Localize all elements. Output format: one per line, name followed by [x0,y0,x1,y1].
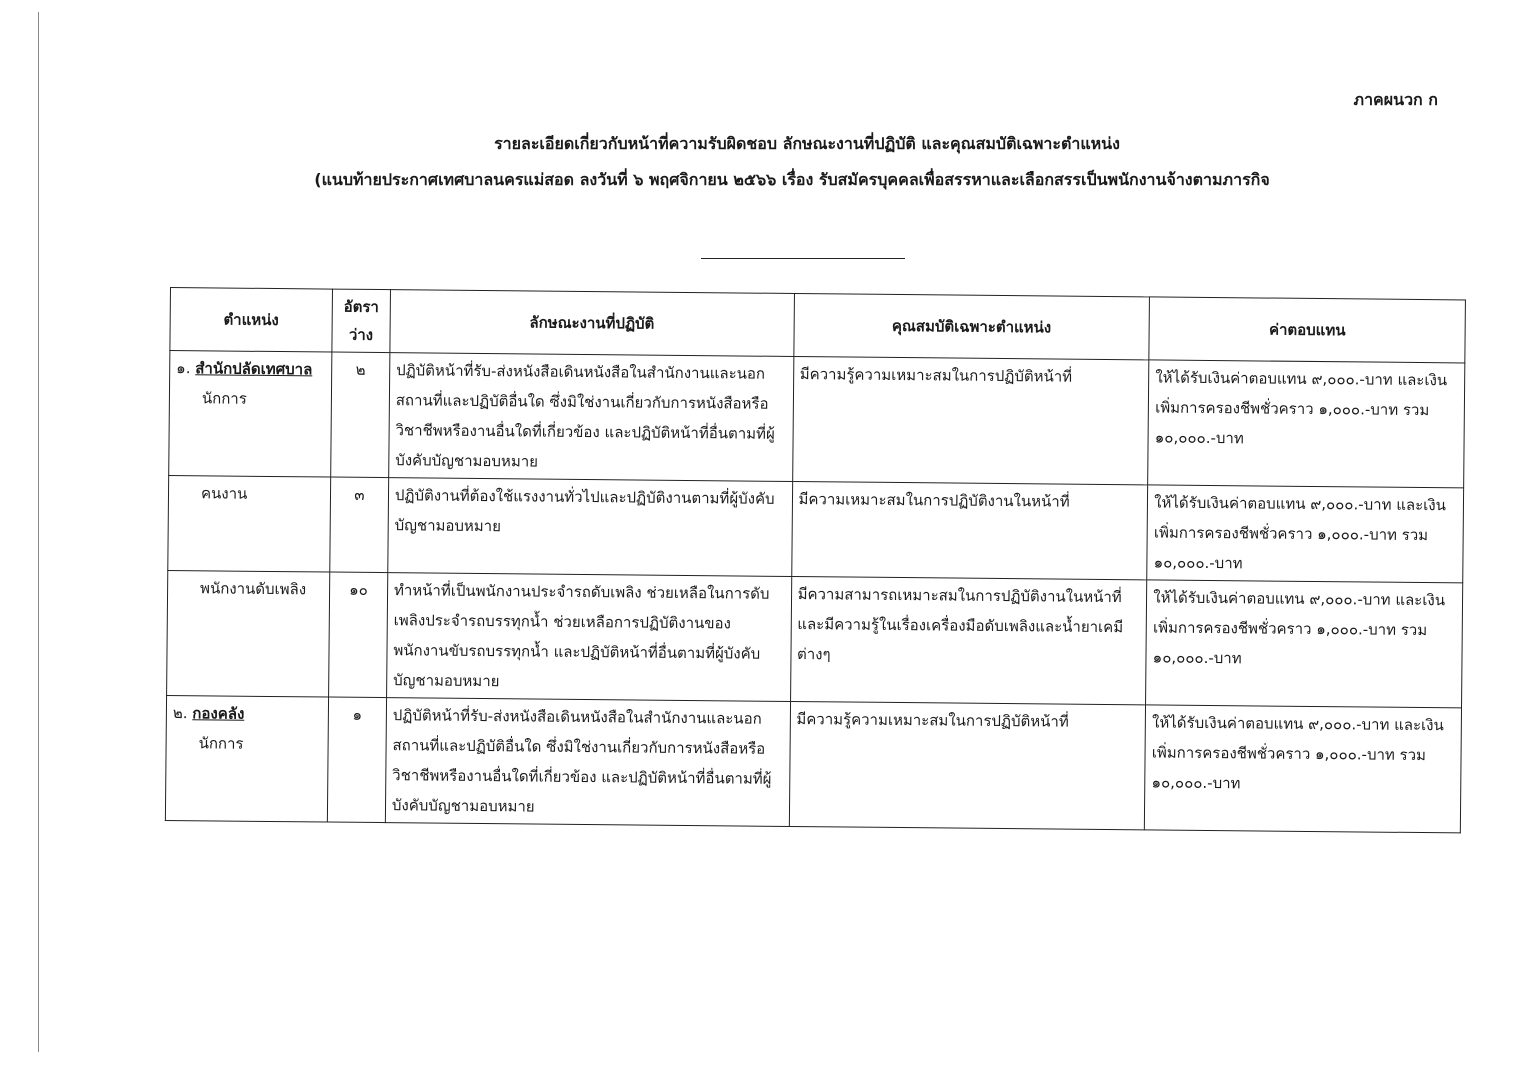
document-subtitle: (แนบท้ายประกาศเทศบาลนครแม่สอด ลงวันที่ ๖ พฤศจิกายน ๒๕๖๖ เรื่อง รับสมัครบุคคลเพื่อสรรหาและเลือกสรรเป็นพนักงานจ้างตามภารกิจ [314,170,1270,189]
duties-cell: ทำหน้าที่เป็นพนักงานประจำรถดับเพลิง ช่วยเหลือในการดับเพลิงประจำรถบรรทุกน้ำ ช่วยเหลือการปฏิบัติงานของพนักงานขับรถบรรทุกน้ำ และปฏิบัติหน้าที่อื่นตามที่ผู้บังคับบัญชามอบหมาย [386,573,791,702]
qualifications-cell: มีความรู้ความเหมาะสมในการปฏิบัติหน้าที่ [792,356,1149,484]
section-heading [176,353,325,384]
title-underline-rule [701,258,905,259]
positions-table [165,287,1466,833]
section-name: สำนักปลัดเทศบาล [195,359,313,379]
duties-cell: ปฏิบัติงานที่ต้องใช้แรงงานทั่วไปและปฏิบัติงานตามที่ผู้บังคับบัญชามอบหมาย [388,478,793,577]
position-name: นักการ [198,734,244,753]
rate-cell: ๑ [327,697,386,823]
section-name: กองคลัง [192,704,245,723]
compensation-cell: ให้ได้รับเงินค่าตอบแทน ๙,๐๐๐.-บาท และเงินเพิ่มการครองชีพชั่วคราว ๑,๐๐๐.-บาท รวม ๑๐,๐๐๐.-บาท [1148,360,1465,488]
compensation-cell: ให้ได้รับเงินค่าตอบแทน ๙,๐๐๐.-บาท และเงินเพิ่มการครองชีพชั่วคราว ๑,๐๐๐.-บาท รวม ๑๐,๐๐๐.-บาท [1146,580,1463,708]
rate-cell: ๒ [331,352,390,478]
header-duties: ลักษณะงานที่ปฏิบัติ [390,290,794,357]
header-rate-line2: ว่าง [348,325,374,344]
position-name: คนงาน [200,484,248,503]
table-row [165,695,1461,832]
section-heading [173,698,322,729]
position-name: พนักงานดับเพลิง [200,579,307,599]
qualifications-cell: มีความสามารถเหมาะสมในการปฏิบัติงานในหน้าที่และมีความรู้ในเรื่องเครื่องมือดับเพลิงและน้ำยาเคมีต่างๆ [790,576,1147,704]
qualifications-cell: มีความเหมาะสมในการปฏิบัติงานในหน้าที่ [791,481,1148,579]
duties-cell: ปฏิบัติหน้าที่รับ-ส่งหนังสือเดินหนังสือในสำนักงานและนอกสถานที่และปฏิบัติอื่นใด ซึ่งมิใช่งานเกี่ยวกับการหนังสือหรือวิชาชีพหรืองานอื่นใดที่เกี่ยวข้อง และปฏิบัติหน้าที่อื่นตามที่ผู้บังคับบัญชามอบหมาย [389,353,794,482]
position-cell [165,695,328,822]
rate-cell: ๓ [330,477,389,573]
position-cell [169,351,332,478]
header-qualifications: คุณสมบัติเฉพาะตำแหน่ง [793,293,1149,359]
rate-cell: ๑๐ [328,572,387,698]
header-rate [332,289,391,353]
compensation-cell: ให้ได้รับเงินค่าตอบแทน ๙,๐๐๐.-บาท และเงินเพิ่มการครองชีพชั่วคราว ๑,๐๐๐.-บาท รวม ๑๐,๐๐๐.-บาท [1147,485,1464,583]
header-position: ตำแหน่ง [170,288,333,353]
appendix-label: ภาคผนวก ก [1353,90,1438,109]
table-row [169,351,1465,488]
section-number: ๒. [172,704,188,723]
header-compensation: ค่าตอบแทน [1149,297,1465,363]
position-cell [168,475,331,572]
header-rate-line1: อัตรา [343,297,379,317]
table-row [168,475,1464,582]
table-row [167,570,1463,707]
position-name: นักการ [201,389,247,408]
position-cell [167,570,330,697]
duties-cell: ปฏิบัติหน้าที่รับ-ส่งหนังสือเดินหนังสือในสำนักงานและนอกสถานที่และปฏิบัติอื่นใด ซึ่งมิใช่งานเกี่ยวกับการหนังสือหรือวิชาชีพหรืองานอื่นใดที่เกี่ยวข้อง และปฏิบัติหน้าที่อื่นตามที่ผู้บังคับบัญชามอบหมาย [385,698,790,827]
section-number: ๑. [176,359,191,378]
compensation-cell: ให้ได้รับเงินค่าตอบแทน ๙,๐๐๐.-บาท และเงินเพิ่มการครองชีพชั่วคราว ๑,๐๐๐.-บาท รวม ๑๐,๐๐๐.-บาท [1145,705,1462,833]
qualifications-cell: มีความรู้ความเหมาะสมในการปฏิบัติหน้าที่ [789,701,1146,829]
document-title: รายละเอียดเกี่ยวกับหน้าที่ความรับผิดชอบ ลักษณะงานที่ปฏิบัติ และคุณสมบัติเฉพาะตำแหน่ง [494,134,1120,153]
